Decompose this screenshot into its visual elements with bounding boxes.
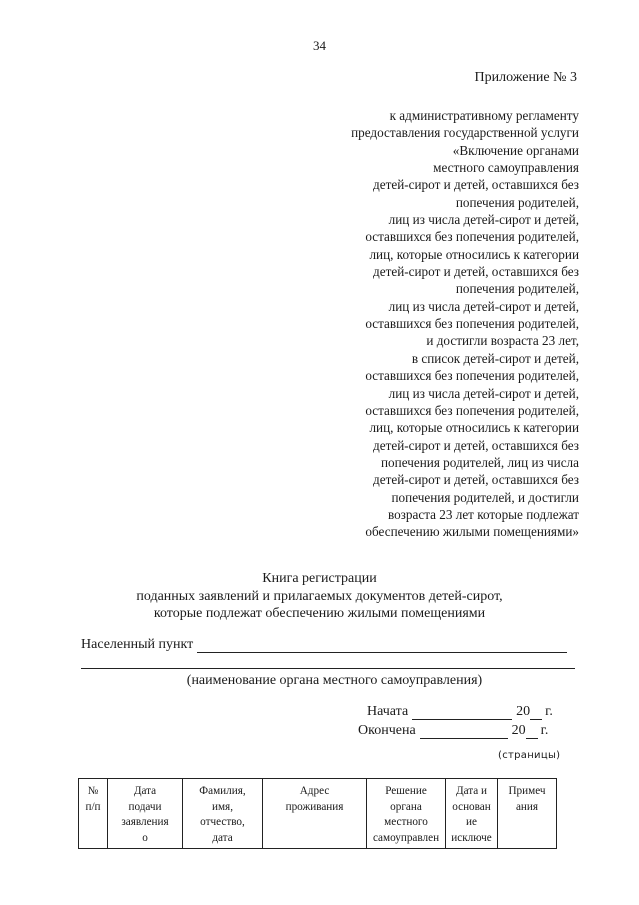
regulation-line: лиц из числа детей-сирот и детей, (388, 212, 579, 228)
started-date-blank (412, 707, 512, 720)
regulation-line: лиц из числа детей-сирот и детей, (388, 385, 579, 401)
ended-date-blank (420, 726, 508, 739)
page-number: 34 (313, 38, 326, 53)
regulation-line: обеспечению жилыми помещениями» (365, 524, 579, 540)
book-subtitle-line: поданных заявлений и прилагаемых документов детей-сирот, (136, 588, 503, 604)
regulation-reference-block (279, 107, 579, 541)
regulation-line: лиц, которые относились к категории (369, 246, 579, 262)
column-header-decision: Решение органа местного самоуправлен (367, 779, 446, 849)
ended-date-row (358, 723, 548, 739)
regulation-line: оставшихся без попечения родителей, (365, 402, 579, 418)
regulation-line: лиц из числа детей-сирот и детей, (388, 298, 579, 314)
regulation-line: возраста 23 лет которые подлежат (387, 506, 579, 522)
appendix-label: Приложение № 3 (474, 70, 577, 85)
ended-year-blank (526, 726, 538, 739)
regulation-line: в список детей-сирот и детей, (411, 350, 579, 366)
regulation-line: предоставления государственной услуги (351, 125, 579, 141)
regulation-line: лиц, которые относились к категории (369, 420, 579, 436)
register-table (78, 778, 557, 849)
table-header-row (79, 779, 557, 849)
settlement-blank-line (197, 639, 567, 653)
regulation-line: «Включение органами (452, 142, 579, 158)
column-header-exclusion: Дата и основан ие исключе (446, 779, 498, 849)
ended-label: Окончена (358, 723, 416, 738)
pages-caption: (страницы) (498, 750, 561, 761)
regulation-line: оставшихся без попечения родителей, (365, 316, 579, 332)
regulation-line: попечения родителей, и достигли (391, 489, 579, 505)
regulation-line: оставшихся без попечения родителей, (365, 229, 579, 245)
column-header-number: № п/п (79, 779, 108, 849)
regulation-line: и достигли возраста 23 лет, (426, 333, 579, 349)
regulation-line: детей-сирот и детей, оставшихся без (373, 264, 579, 280)
book-title: Книга регистрации (262, 571, 377, 586)
organization-caption: (наименование органа местного самоуправления) (186, 673, 483, 688)
settlement-field (81, 637, 567, 653)
settlement-label: Населенный пункт (81, 637, 194, 652)
regulation-line: оставшихся без попечения родителей, (365, 368, 579, 384)
started-label: Начата (367, 704, 409, 719)
book-subtitle-line: которые подлежат обеспечению жилыми помещениями (153, 606, 486, 621)
organization-blank-line (81, 668, 575, 669)
started-year-prefix: 20 (516, 704, 531, 719)
register-book-title (0, 570, 639, 623)
column-header-full-name: Фамилия, имя, отчество, дата (183, 779, 263, 849)
regulation-line: детей-сирот и детей, оставшихся без (373, 472, 579, 488)
ended-year-prefix: 20 (511, 723, 526, 738)
column-header-address: Адрес проживания (263, 779, 367, 849)
started-date-row (367, 704, 553, 720)
regulation-line: попечения родителей, (455, 281, 579, 297)
regulation-line: детей-сирот и детей, оставшихся без (373, 437, 579, 453)
regulation-line: попечения родителей, (455, 194, 579, 210)
column-header-submission-date: Дата подачи заявления о (108, 779, 183, 849)
started-year-suffix: г. (545, 704, 553, 719)
column-header-notes: Примеч ания (498, 779, 557, 849)
regulation-line: местного самоуправления (433, 160, 579, 176)
regulation-line: детей-сирот и детей, оставшихся без (373, 177, 579, 193)
started-year-blank (530, 707, 542, 720)
ended-year-suffix: г. (540, 723, 549, 738)
regulation-line: попечения родителей, лиц из числа (380, 454, 579, 470)
regulation-line: к административному регламенту (389, 108, 579, 123)
